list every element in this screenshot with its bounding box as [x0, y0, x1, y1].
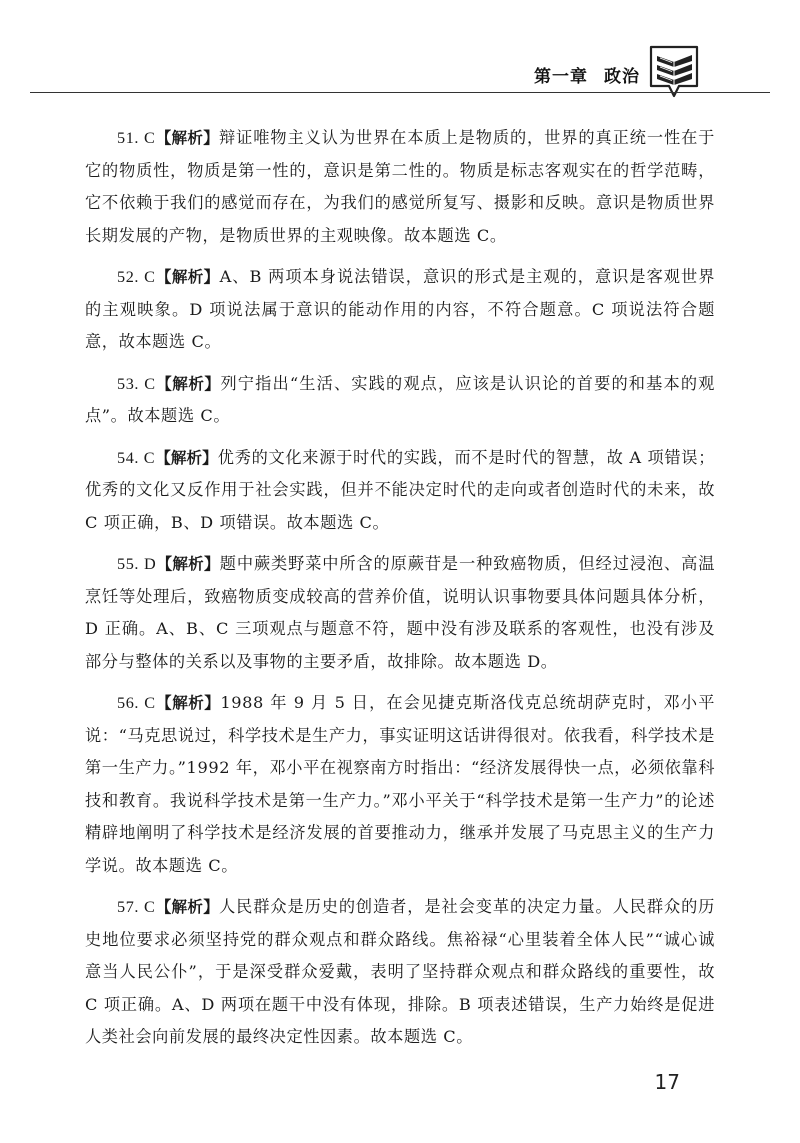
chapter-title: 政治	[604, 67, 640, 87]
analysis-tag: 【解析】	[155, 898, 220, 916]
entry-text: A、B 两项本身说法错误，意识的形式是主观的，意识是客观世界的主观映象。D 项说法属于意识的能动作用的内容，不符合题意。C 项说法符合题意，故本题选 C。	[85, 267, 715, 351]
analysis-tag: 【解析】	[155, 694, 221, 712]
answer-number: 52. C	[117, 268, 156, 286]
answer-number: 55. D	[117, 555, 157, 573]
entry-55	[85, 548, 715, 678]
entry-text: 人民群众是历史的创造者，是社会变革的决定力量。人民群众的历史地位要求必须坚持党的群众观点和群众路线。焦裕禄“心里装着全体人民”“诚心诚意当人民公仆”，于是深受群众爱戴，表明了坚持群众观点和群众路线的重要性，故 C 项正确。A、D 两项在题干中没有体现，排除。B 项表述错误，生产力始终是促进人类社会向前发展的最终决定性因素。故本题选 C。	[85, 897, 715, 1046]
page-header	[0, 0, 800, 100]
answer-number: 54. C	[117, 448, 156, 467]
entry-text: 1988 年 9 月 5 日，在会见捷克斯洛伐克总统胡萨克时，邓小平说：“马克思说过，科学技术是生产力，事实证明这话讲得很对。依我看，科学技术是第一生产力。”1992 年，邓小平在视察南方时指出：“经济发展得快一点，必须依靠科技和教育。我说科学技术是第一生产力。”邓小平关于“科学技术是第一生产力”的论述精辟地阐明了科学技术是经济发展的首要推动力，继承并发展了马克思主义的生产力学说。故本题选 C。	[85, 693, 716, 875]
header-rule	[30, 92, 770, 93]
entry-text: 题中蕨类野菜中所含的原蕨苷是一种致癌物质，但经过浸泡、高温烹饪等处理后，致癌物质变成较高的营养价值，说明认识事物要具体问题具体分析，D 正确。A、B、C 三项观点与题意不符，题中没有涉及联系的客观性，也没有涉及部分与整体的关系以及事物的主要矛盾，故排除。故本题选 D。	[85, 554, 715, 671]
analysis-tag: 【解析】	[155, 268, 220, 286]
analysis-tag: 【解析】	[155, 448, 218, 467]
analysis-tag: 【解析】	[155, 129, 220, 147]
analysis-tag: 【解析】	[155, 374, 221, 393]
chapter-label: 第一章	[534, 67, 588, 87]
entry-text: 辩证唯物主义认为世界在本质上是物质的，世界的真正统一性在于它的物质性，物质是第一性的，意识是第二性的。物质是标志客观实在的哲学范畴，它不依赖于我们的感觉而存在，为我们的感觉所复写、摄影和反映。意识是物质世界长期发展的产物，是物质世界的主观映像。故本题选 C。	[85, 128, 715, 245]
book-stack-icon	[648, 44, 700, 98]
answer-number: 56. C	[117, 694, 156, 712]
entry-56	[85, 687, 715, 882]
entry-54	[85, 442, 715, 540]
analysis-tag: 【解析】	[156, 555, 220, 573]
page-number: 17	[654, 1070, 680, 1094]
answer-number: 51. C	[117, 129, 156, 147]
entry-53	[85, 368, 715, 433]
answer-number: 53. C	[117, 374, 156, 393]
entry-57	[85, 891, 715, 1054]
entry-52	[85, 261, 715, 359]
answer-number: 57. C	[117, 898, 156, 916]
answer-explanations	[85, 122, 715, 1063]
entry-text: 优秀的文化来源于时代的实践，而不是时代的智慧，故 A 项错误；优秀的文化又反作用于社会实践，但并不能决定时代的走向或者创造时代的未来，故 C 项正确，B、D 项错误。故本题选 C。	[85, 447, 715, 532]
entry-51	[85, 122, 715, 252]
chapter-heading	[534, 62, 640, 87]
entry-text: 列宁指出“生活、实践的观点，应该是认识论的首要的和基本的观点”。故本题选 C。	[85, 373, 715, 425]
